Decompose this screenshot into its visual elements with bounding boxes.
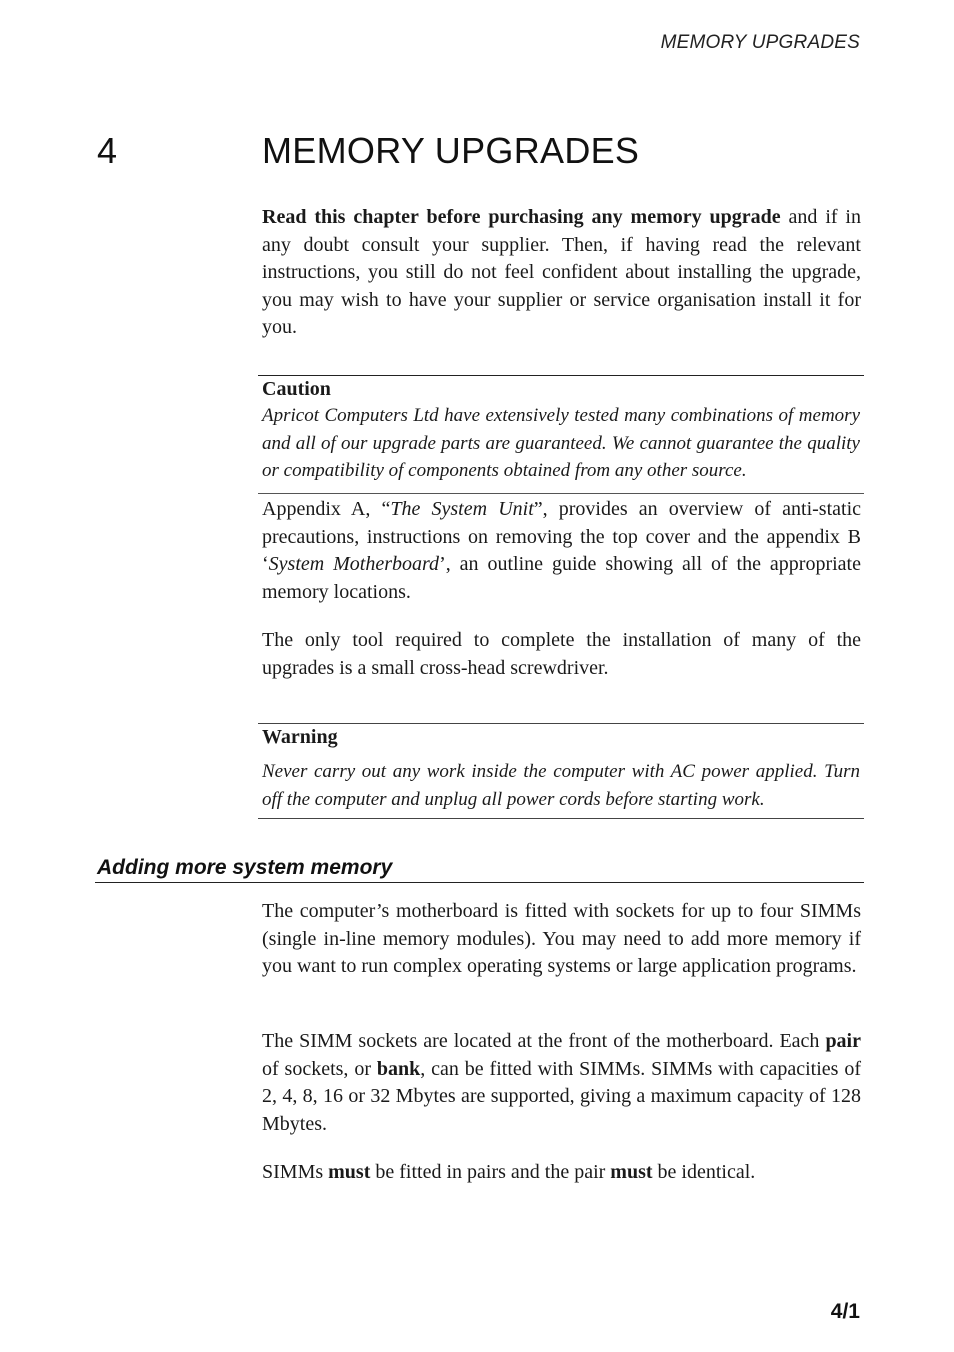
caution-text: Apricot Computers Ltd have extensively tested many combinations of memory and all of our upgrade parts are guaranteed. We cannot guarantee the quality or compatibility of components obtained from any other source.	[262, 405, 860, 482]
tool-paragraph	[262, 627, 861, 682]
simm2-bold-pair: pair	[825, 1030, 861, 1052]
appendix-text-1: Appendix A, “	[262, 498, 391, 520]
appendix-a-reference: The System Unit	[390, 498, 534, 520]
simm-paragraph-1	[262, 898, 861, 981]
intro-bold-lead: Read this chapter before purchasing any memory upgrade	[262, 206, 781, 228]
appendix-b-reference: System Motherboard	[268, 553, 440, 576]
appendix-paragraph	[262, 496, 861, 606]
appendix-text-2: ”, provides an overview of anti-static precautions, instructions on removing the top cover and the appendix B ‘	[262, 498, 862, 576]
simm2-bold-bank: bank	[376, 1057, 421, 1080]
chapter-title: MEMORY UPGRADES	[262, 130, 640, 171]
section-heading: Adding more system memory	[95, 856, 864, 883]
chapter-number: 4	[97, 130, 118, 171]
intro-paragraph	[262, 204, 861, 342]
simm3-text-2: be fitted in pairs and the pair	[370, 1161, 611, 1183]
warning-text: Never carry out any work inside the computer with AC power applied. Turn off the computer and unplug all power cords before starting work.	[262, 761, 860, 810]
simm-text-1: The computer’s motherboard is fitted with sockets for up to four SIMMs (single in-line memory modules). You may need to add more memory if you want to run complex operating systems or large application programs.	[262, 900, 861, 978]
warning-title: Warning	[262, 726, 338, 748]
running-head: MEMORY UPGRADES	[660, 32, 860, 53]
tool-text: The only tool required to complete the installation of many of the upgrades is a small cross-head screwdriver.	[262, 629, 861, 679]
simm3-bold-must-1: must	[328, 1161, 371, 1183]
intro-text: and if in any doubt consult your supplier. Then, if having read the relevant instructions, you still do not feel confident about installing the upgrade, you may wish to have your supplier or service organisation install it for you.	[262, 206, 861, 339]
caution-box	[258, 375, 864, 494]
page-number: 4/1	[830, 1300, 860, 1323]
simm-paragraph-2	[262, 1028, 861, 1138]
simm3-text-3: be identical.	[652, 1161, 756, 1183]
simm2-text-3: , can be fitted with SIMMs. SIMMs with capacities of 2, 4, 8, 16 or 32 Mbytes are supported, giving a maximum capacity of 128 Mbytes.	[262, 1057, 861, 1135]
appendix-text-3: ’, an outline guide showing all of the appropriate memory locations.	[262, 553, 861, 603]
simm3-bold-must-2: must	[610, 1161, 653, 1183]
simm2-text-1: The SIMM sockets are located at the front of the motherboard. Each	[262, 1030, 826, 1052]
simm3-text-1: SIMMs	[262, 1161, 329, 1183]
simm2-text-2: of sockets, or	[262, 1057, 377, 1080]
warning-box	[258, 723, 864, 819]
simm-paragraph-3	[262, 1159, 861, 1187]
caution-title: Caution	[262, 378, 331, 400]
